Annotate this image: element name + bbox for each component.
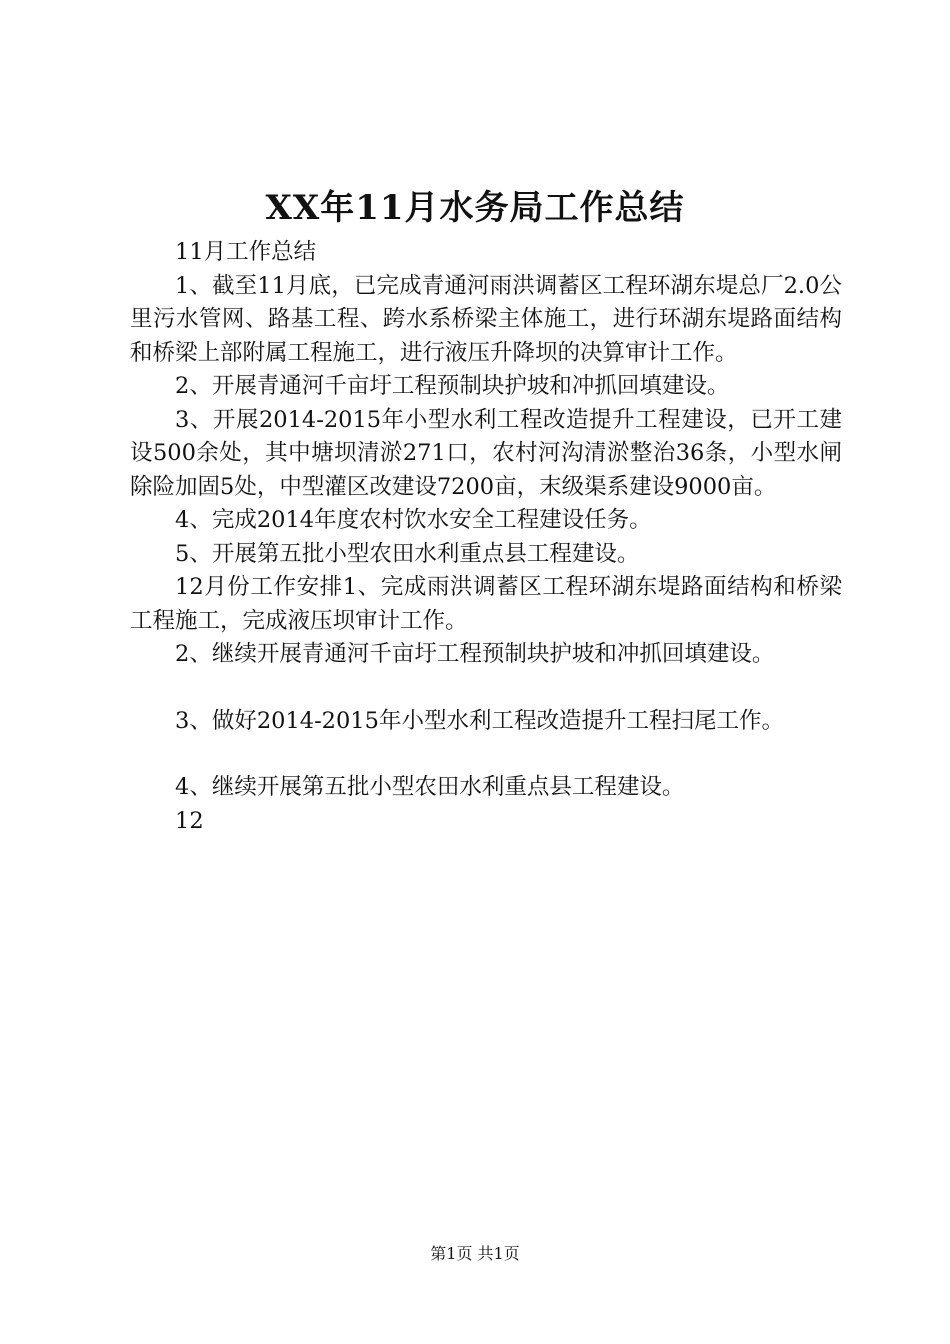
paragraph-december-plan-3: 3、做好2014-2015年小型水利工程改造提升工程扫尾工作。	[175, 707, 784, 734]
paragraph-item-1: 1、截至11月底，已完成青通河雨洪调蓄区工程环湖东堤总厂2.0公里污水管网、路基工程、跨水系桥梁主体施工，进行环湖东堤路面结构和桥梁上部附属工程施工，进行液压升降坝的决算审计工作。	[130, 272, 842, 366]
document-body	[130, 236, 842, 838]
paragraph-trailing-number: 12	[175, 807, 204, 834]
document-title: XX年11月水务局工作总结	[265, 188, 685, 228]
paragraph-item-5: 5、开展第五批小型农田水利重点县工程建设。	[175, 540, 640, 567]
page-footer: 第1页 共1页	[430, 1244, 520, 1263]
paragraph-section-heading: 11月工作总结	[175, 239, 317, 265]
paragraph-december-plan-1: 12月份工作安排1、完成雨洪调蓄区工程环湖东堤路面结构和桥梁工程施工，完成液压坝审计工作。	[130, 574, 842, 634]
paragraph-december-plan-4: 4、继续开展第五批小型农田水利重点县工程建设。	[175, 774, 685, 800]
paragraph-item-4: 4、完成2014年度农村饮水安全工程建设任务。	[175, 507, 652, 533]
paragraph-item-3: 3、开展2014-2015年小型水利工程改造提升工程建设，已开工建设500余处，其中塘坝清淤271口，农村河沟清淤整治36条，小型水闸除险加固5处，中型灌区改建设7200亩，末级渠系建设9000亩。	[130, 406, 842, 500]
paragraph-item-2: 2、开展青通河千亩圩工程预制块护坡和冲抓回填建设。	[175, 373, 730, 399]
paragraph-december-plan-2: 2、继续开展青通河千亩圩工程预制块护坡和冲抓回填建设。	[175, 641, 775, 667]
